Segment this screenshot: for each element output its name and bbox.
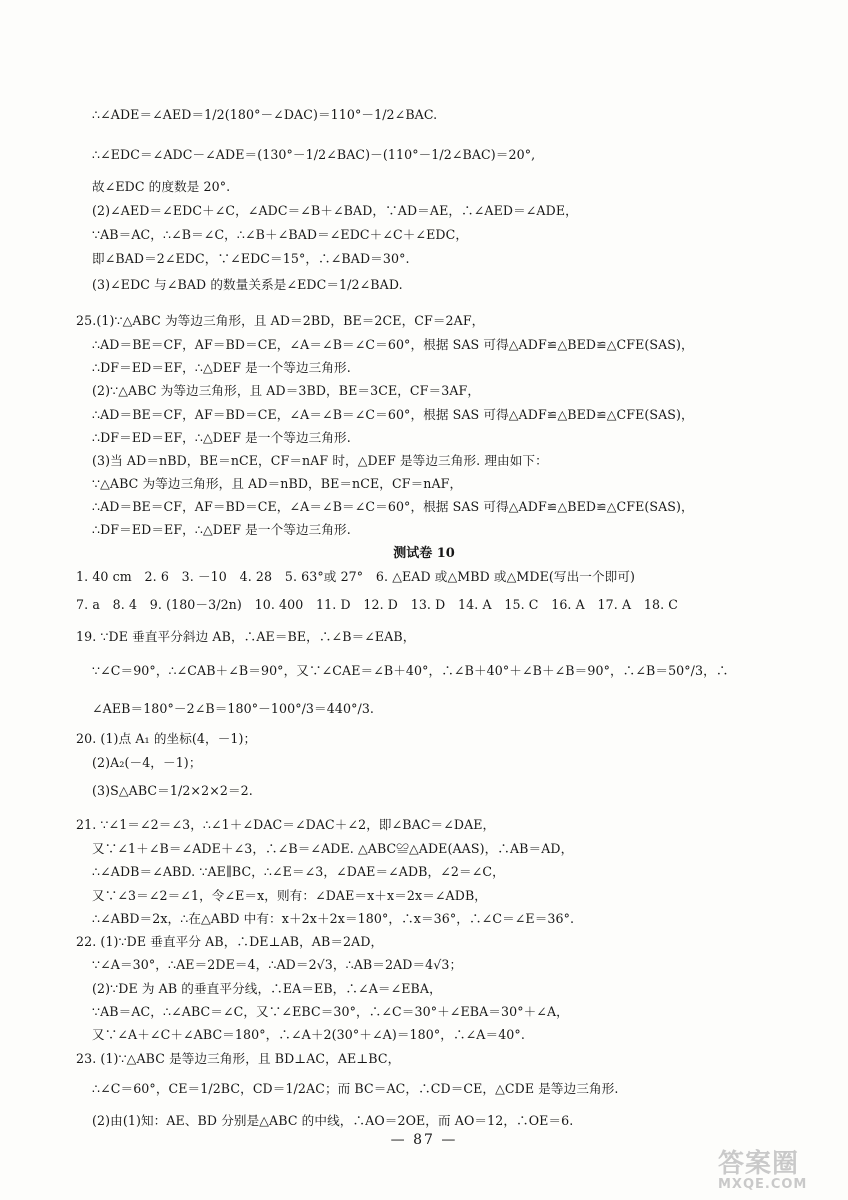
watermark-title: 答案圈 xyxy=(718,1149,800,1179)
text-line: ∴∠C＝60°，CE＝1/2BC，CD＝1/2AC；而 BC＝AC，∴CD＝CE，△CDE 是等边三角形. xyxy=(92,1081,619,1096)
text-line: (2)∠AED＝∠EDC＋∠C，∠ADC＝∠B＋∠BAD，∵AD＝AE，∴∠AED＝∠ADE， xyxy=(92,203,578,218)
text-line: 7. a 8. 4 9. (180－3/2n) 10. 400 11. D 12. D 13. D 14. A 15. C 16. A 17. A 18. C xyxy=(76,597,679,612)
text-line: ∴∠ADE＝∠AED＝1/2(180°－∠DAC)＝110°－1/2∠BAC. xyxy=(92,107,438,122)
section-title: 测试卷 10 xyxy=(393,546,455,561)
text-line: (3)∠EDC 与∠BAD 的数量关系是∠EDC＝1/2∠BAD. xyxy=(92,277,403,292)
text-line: ∴∠EDC＝∠ADC－∠ADE＝(130°－1/2∠BAC)－(110°－1/2∠BAC)＝20°, xyxy=(92,147,536,162)
text-line: ∴AD＝BE＝CF，AF＝BD＝CE，∠A＝∠B＝∠C＝60°，根据 SAS 可得△ADF≌△BED≌△CFE(SAS)， xyxy=(92,337,694,352)
text-line: ∠AEB＝180°－2∠B＝180°－100°/3＝440°/3. xyxy=(92,701,375,716)
text-line: 即∠BAD＝2∠EDC，∵∠EDC＝15°，∴∠BAD＝30°. xyxy=(92,251,410,266)
text-line: ∵∠C＝90°，∴∠CAB＋∠B＝90°，又∵∠CAE＝∠B＋40°，∴∠B＋40°＋∠B＋∠B＝90°，∴∠B＝50°/3，∴ xyxy=(92,663,729,678)
text-line: 又∵∠A＋∠C＋∠ABC＝180°，∴∠A＋2(30°＋∠A)＝180°，∴∠A＝40°. xyxy=(92,1027,525,1042)
text-line: 25.(1)∵△ABC 为等边三角形，且 AD＝2BD，BE＝2CE，CF＝2AF， xyxy=(76,313,485,328)
text-line: 20. (1)点 A₁ 的坐标(4，－1)； xyxy=(76,731,257,746)
text-line: ∴∠ABD＝2x，∴在△ABD 中有：x＋2x＋2x＝180°，∴x＝36°，∴∠C＝∠E＝36°. xyxy=(92,911,575,926)
text-line: (2)由(1)知：AE、BD 分别是△ABC 的中线，∴AO＝2OE，而 AO＝12，∴OE＝6. xyxy=(92,1113,574,1128)
text-line: (2)A₂(－4，－1)； xyxy=(92,755,202,770)
text-line: (3)当 AD＝nBD，BE＝nCE，CF＝nAF 时，△DEF 是等边三角形. 理由如下： xyxy=(92,453,548,468)
text-line: 21. ∵∠1＝∠2＝∠3，∴∠1＋∠DAC＝∠DAC＋∠2，即∠BAC＝∠DAE， xyxy=(76,817,496,832)
text-line: 又∵∠1＋∠B＝∠ADE＋∠3，∴∠B＝∠ADE. △ABC≌△ADE(AAS)，∴AB＝AD， xyxy=(92,841,574,856)
text-line: ∴AD＝BE＝CF，AF＝BD＝CE，∠A＝∠B＝∠C＝60°，根据 SAS 可得△ADF≌△BED≌△CFE(SAS)， xyxy=(92,407,694,422)
text-line: 23. (1)∵△ABC 是等边三角形，且 BD⊥AC，AE⊥BC， xyxy=(76,1051,401,1066)
text-line: ∴DF＝ED＝EF，∴△DEF 是一个等边三角形. xyxy=(92,360,351,375)
text-line: ∵AB＝AC，∴∠ABC＝∠C，又∵∠EBC＝30°，∴∠C＝30°＋∠EBA＝30°＋∠A， xyxy=(92,1004,569,1019)
watermark-logo xyxy=(718,1150,838,1194)
text-line: ∵∠A＝30°，∴AE＝2DE＝4，∴AD＝2√3，∴AB＝2AD＝4√3； xyxy=(92,957,463,972)
text-line: 1. 40 cm 2. 6 3. －10 4. 28 5. 63°或 27° 6. △EAD 或△MBD 或△MDE(写出一个即可) xyxy=(76,569,636,584)
text-line: ∴DF＝ED＝EF，∴△DEF 是一个等边三角形. xyxy=(92,522,351,537)
text-line: 故∠EDC 的度数是 20°. xyxy=(92,179,231,194)
text-line: ∴∠ADB＝∠ABD. ∵AE∥BC，∴∠E＝∠3，∠DAE＝∠ADB，∠2＝∠C， xyxy=(92,864,505,879)
text-line: ∴DF＝ED＝EF，∴△DEF 是一个等边三角形. xyxy=(92,430,351,445)
text-line: ∵AB＝AC，∴∠B＝∠C，∴∠B＋∠BAD＝∠EDC＋∠C＋∠EDC， xyxy=(92,227,469,242)
text-line: (2)∵△ABC 为等边三角形，且 AD＝3BD，BE＝3CE，CF＝3AF， xyxy=(92,383,481,398)
text-line: 19. ∵DE 垂直平分斜边 AB，∴AE＝BE，∴∠B＝∠EAB， xyxy=(76,629,416,644)
text-line: ∵△ABC 为等边三角形，且 AD＝nBD，BE＝nCE，CF＝nAF， xyxy=(92,476,463,491)
text-line: (2)∵DE 为 AB 的垂直平分线，∴EA＝EB，∴∠A＝∠EBA， xyxy=(92,981,442,996)
text-line: (3)S△ABC＝1/2×2×2＝2. xyxy=(92,783,253,798)
text-line: 22. (1)∵DE 垂直平分 AB，∴DE⊥AB，AB＝2AD， xyxy=(76,934,384,949)
page-number: — 87 — xyxy=(390,1132,458,1148)
text-line: ∴AD＝BE＝CF，AF＝BD＝CE，∠A＝∠B＝∠C＝60°，根据 SAS 可得△ADF≌△BED≌△CFE(SAS)， xyxy=(92,499,694,514)
watermark-domain: MXQE.COM xyxy=(718,1177,808,1192)
text-line: 又∵∠3＝∠2＝∠1，令∠E＝x，则有：∠DAE＝x＋x＝2x＝∠ADB， xyxy=(92,888,487,903)
